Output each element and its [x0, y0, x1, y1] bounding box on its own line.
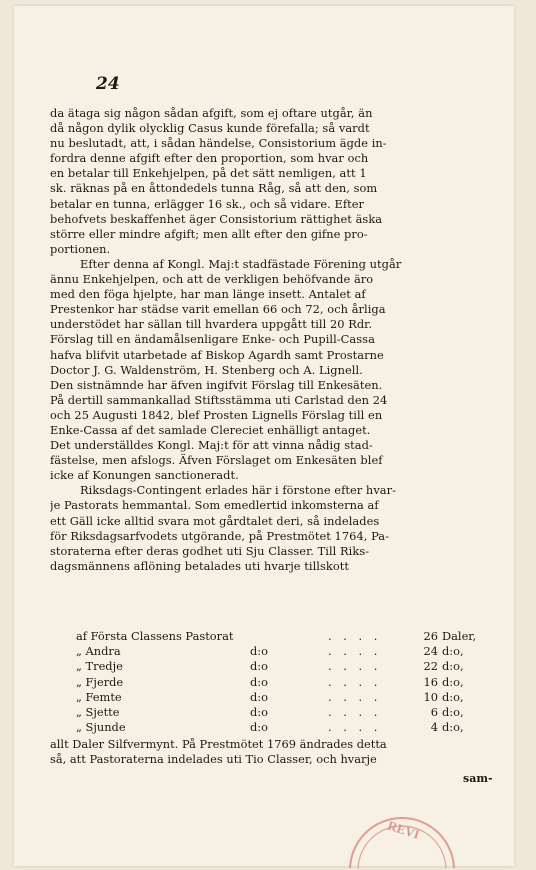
text-line: hafva blifvit utarbetade af Biskop Agardh samt Prostarne [50, 347, 384, 362]
row-unit: d:o, [442, 659, 464, 674]
text-line: portionen. [50, 241, 111, 256]
text-line: dagsmännens aflöning betalades uti hvarje tillskott [50, 558, 349, 573]
text-line: fordra denne afgift efter den proportion, som hvar och [50, 151, 369, 166]
text-line: icke af Konungen sanctioneradt. [50, 468, 239, 483]
row-amount: 10 [423, 689, 438, 704]
text-line: med den föga hjelpte, har man länge insett. Antalet af [50, 287, 366, 302]
table-row [50, 705, 507, 720]
text-line: Det underställdes Kongl. Maj:t för att vinna nådig stad- [50, 438, 373, 453]
book-page [14, 6, 514, 866]
row-value: d:o [250, 689, 268, 704]
text-line: så, att Pastoraterna indelades uti Tio Classer, och hvarje [50, 752, 377, 767]
text-line: och 25 Augusti 1842, blef Prosten Lignells Förslag till en [50, 407, 383, 422]
row-unit: d:o, [442, 644, 464, 659]
row-value: d:o [250, 659, 268, 674]
text-line: då någon dylik olycklig Casus kunde förefalla; så vardt [50, 121, 370, 136]
row-label: „ Sjette [76, 704, 120, 719]
row-value: d:o [250, 704, 268, 719]
row-dots: . . . . [328, 674, 382, 689]
svg-text:REVI: REVI [385, 817, 422, 842]
row-amount: 6 [430, 704, 438, 719]
catch-word: sam- [463, 772, 493, 785]
row-label: „ Fjerde [76, 674, 124, 689]
text-line: understödet har sällan till hvardera uppgått till 20 Rdr. [50, 317, 373, 332]
row-unit: d:o, [442, 689, 464, 704]
row-amount: 16 [423, 674, 438, 689]
text-line: nu beslutadt, att, i sådan händelse, Consistorium ägde in- [50, 136, 387, 151]
row-unit: Daler, [442, 629, 477, 643]
text-line: fästelse, men afslogs. Äfven Förslaget om Enkesäten blef [50, 453, 383, 468]
text-line: Riksdags-Contingent erlades här i förstone efter hvar- [80, 483, 397, 498]
body-text [50, 106, 507, 574]
text-line: Efter denna af Kongl. Maj:t stadfästade Förening utgår [80, 256, 402, 271]
table-row [50, 675, 507, 690]
row-dots: . . . . [328, 689, 382, 704]
text-line: da ätaga sig någon sådan afgift, som ej oftare utgår, än [50, 106, 373, 120]
text-line: en betalar till Enkehjelpen, på det sätt nemligen, att 1 [50, 166, 367, 181]
text-line: Enke-Cassa af det samlade Clereciet enhälligt antaget. [50, 422, 371, 437]
row-label: „ Femte [76, 689, 122, 704]
page-number: 24 [96, 74, 120, 94]
text-line: allt Daler Silfvermynt. På Prestmötet 1769 ändrades detta [50, 737, 387, 751]
text-line: större eller mindre afgift; men allt efter den gifne pro- [50, 226, 368, 241]
row-unit: d:o, [442, 674, 464, 689]
row-value: d:o [250, 644, 268, 659]
table-row [50, 644, 507, 659]
row-label: af Första Classens Pastorat [76, 629, 234, 643]
table-row [50, 720, 507, 735]
text-line: ett Gäll icke alltid svara mot gårdtalet deri, så indelades [50, 513, 380, 528]
library-stamp-icon [332, 808, 472, 868]
table-row [50, 659, 507, 674]
row-unit: d:o, [442, 704, 464, 719]
text-line: Förslag till en ändamålsenligare Enke- och Pupill-Cassa [50, 332, 375, 347]
row-dots: . . . . [328, 644, 382, 659]
text-line: Prestenkor har städse varit emellan 66 och 72, och årliga [50, 302, 386, 317]
row-amount: 24 [423, 644, 438, 659]
text-line: sk. räknas på en åttondedels tunna Råg, så att den, som [50, 181, 378, 196]
row-amount: 4 [430, 720, 438, 735]
table-row [50, 629, 507, 644]
row-amount: 26 [423, 629, 438, 643]
text-line: behofvets beskaffenhet äger Consistorium rättighet äska [50, 211, 383, 226]
text-line: ännu Enkehjelpen, och att de verkligen behöfvande äro [50, 272, 374, 287]
row-label: „ Sjunde [76, 720, 126, 735]
text-line: för Riksdagsarfvodets utgörande, på Prestmötet 1764, Pa- [50, 528, 390, 543]
continuation-text [50, 737, 507, 767]
row-dots: . . . . [328, 704, 382, 719]
row-label: „ Tredje [76, 659, 123, 674]
text-line: Den sistnämnde har äfven ingifvit Förslag till Enkesäten. [50, 377, 383, 392]
text-line: På dertill sammankallad Stiftsstämma uti Carlstad den 24 [50, 392, 388, 407]
row-dots: . . . . [328, 629, 382, 643]
row-value: d:o [250, 720, 268, 735]
table-row [50, 690, 507, 705]
class-payment-table [50, 629, 507, 735]
row-value: d:o [250, 674, 268, 689]
row-amount: 22 [423, 659, 438, 674]
text-line: betalar en tunna, erlägger 16 sk., och så vidare. Efter [50, 196, 365, 211]
text-line: Doctor J. G. Waldenström, H. Stenberg och A. Lignell. [50, 362, 363, 377]
row-unit: d:o, [442, 720, 464, 735]
text-line: je Pastorats hemmantal. Som emedlertid inkomsterna af [50, 498, 379, 513]
row-dots: . . . . [328, 720, 382, 735]
text-line: storaterna efter deras godhet uti Sju Classer. Till Riks- [50, 543, 370, 558]
row-label: „ Andra [76, 644, 121, 659]
row-dots: . . . . [328, 659, 382, 674]
